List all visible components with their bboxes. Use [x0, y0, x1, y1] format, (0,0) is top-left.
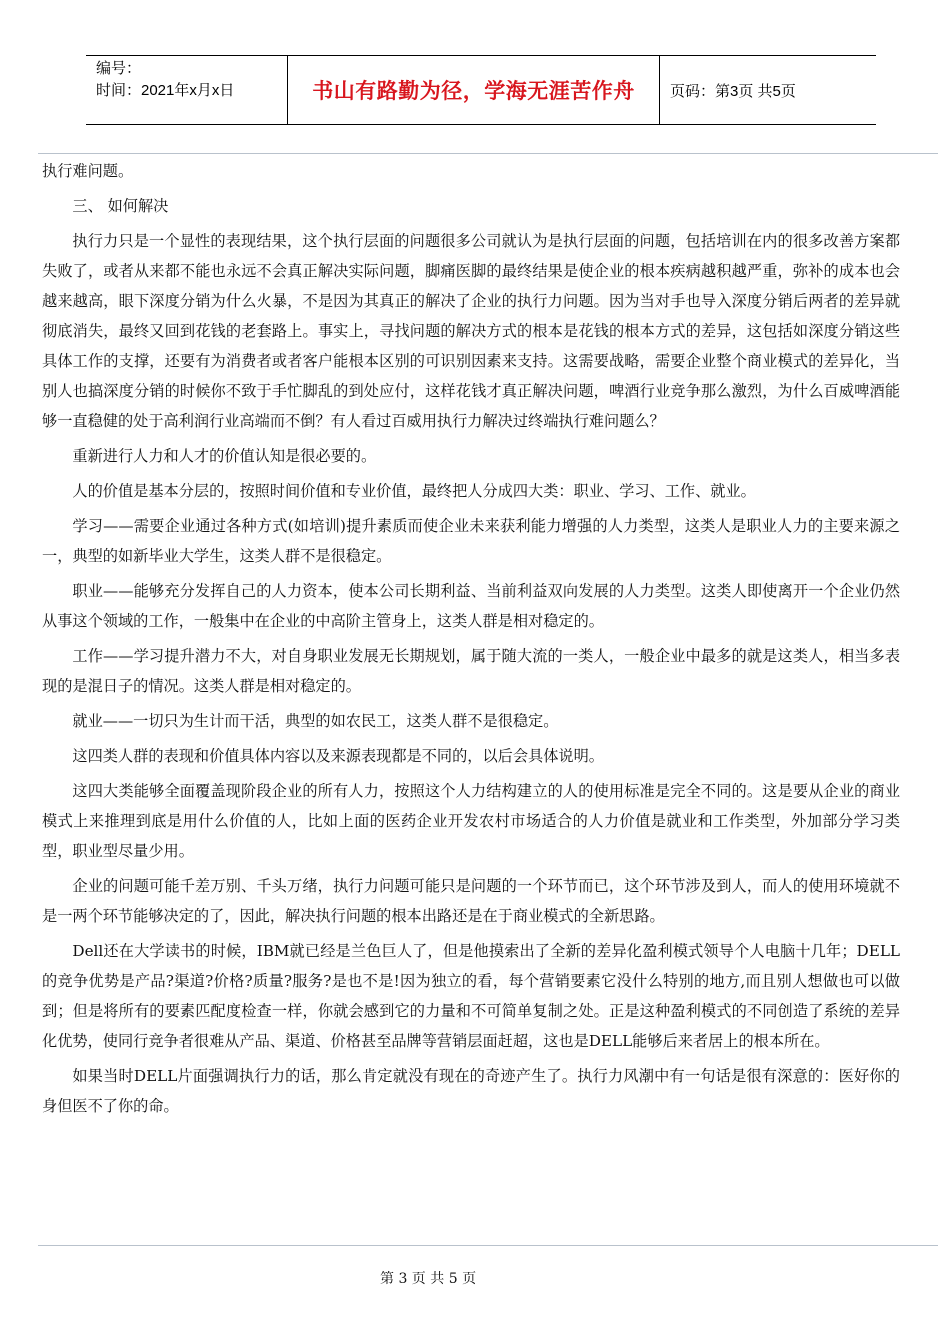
- paragraph: 执行难问题。: [42, 162, 134, 180]
- paragraph: Dell还在大学读书的时候，IBM就已经是兰色巨人了，但是他摸索出了全新的差异化盈利模式领导个人电脑十几年；DELL的竞争优势是产品?渠道?价格?质量?服务?是也不是!因为独立的看，每个营销要素它没什么特别的地方,而且别人想做也可以做到；但是将所有的要素匹配度检查一样，你就会感到它的力量和不可简单复制之处。正是这种盈利模式的不同创造了系统的差异化优势，使同行竞争者很难从产品、渠道、价格甚至品牌等营销层面赶超，这也是DELL能够后来者居上的根本所在。: [42, 942, 900, 1050]
- header-meta-cell: [86, 56, 288, 124]
- motto-cell: [288, 56, 660, 124]
- paragraph: 学习——需要企业通过各种方式(如培训)提升素质而使企业未来获利能力增强的人力类型，这类人是职业人力的主要来源之一，典型的如新毕业大学生，这类人群不是很稳定。: [42, 517, 900, 565]
- header-table: [86, 55, 876, 125]
- document-body: [42, 156, 900, 1126]
- paragraph: 这四类人群的表现和价值具体内容以及来源表现都是不同的，以后会具体说明。: [72, 747, 604, 765]
- motto-text: 书山有路勤为径，学海无涯苦作舟: [312, 79, 635, 103]
- number-label: 编号：: [96, 60, 142, 77]
- paragraph: 就业——一切只为生计而干活，典型的如农民工，这类人群不是很稳定。: [72, 712, 559, 730]
- paragraph: 这四大类能够全面覆盖现阶段企业的所有人力，按照这个人力结构建立的人的使用标准是完全不同的。这是要从企业的商业模式上来推理到底是用什么价值的人，比如上面的医药企业开发农村市场适合的人力价值是就业和工作类型，外加部分学习类型，职业型尽量少用。: [42, 782, 900, 860]
- section-heading: 三、 如何解决: [72, 197, 169, 215]
- paragraph: 工作——学习提升潜力不大，对自身职业发展无长期规划，属于随大流的一类人，一般企业中最多的就是这类人，相当多表现的是混日子的情况。这类人群是相对稳定的。: [42, 647, 900, 695]
- paragraph: 人的价值是基本分层的，按照时间价值和专业价值，最终把人分成四大类：职业、学习、工作、就业。: [72, 482, 756, 500]
- footer-page-number: 第 3 页 共 5 页: [380, 1271, 477, 1287]
- page-info-cell: [660, 56, 876, 124]
- paragraph: 如果当时DELL片面强调执行力的话，那么肯定就没有现在的奇迹产生了。执行力风潮中有一句话是很有深意的：医好你的身但医不了你的命。: [42, 1067, 900, 1115]
- page-info-text: 页码：第3页 共5页: [670, 82, 796, 100]
- time-label: 时间：2021年x月x日: [96, 82, 235, 99]
- paragraph: 重新进行人力和人才的价值认知是很必要的。: [72, 447, 377, 465]
- paragraph: 企业的问题可能千差万别、千头万绪，执行力问题可能只是问题的一个环节而已，这个环节涉及到人，而人的使用环境就不是一两个环节能够决定的了，因此，解决执行问题的根本出路还是在于商业模式的全新思路。: [42, 877, 900, 925]
- paragraph: 职业——能够充分发挥自己的人力资本，使本公司长期利益、当前利益双向发展的人力类型。这类人即使离开一个企业仍然从事这个领域的工作，一般集中在企业的中高阶主管身上，这类人群是相对稳定的。: [42, 582, 900, 630]
- page-footer: [0, 1268, 950, 1288]
- paragraph: 执行力只是一个显性的表现结果，这个执行层面的问题很多公司就认为是执行层面的问题，包括培训在内的很多改善方案都失败了，或者从来都不能也永远不会真正解决实际问题，脚痛医脚的最终结果是使企业的根本疾病越积越严重，弥补的成本也会越来越高，眼下深度分销为什么火暴，不是因为其真正的解决了企业的执行力问题。因为当对手也导入深度分销后两者的差异就彻底消失，最终又回到花钱的老套路上。事实上，寻找问题的解决方式的根本是花钱的根本方式的差异，这包括如深度分销这些具体工作的支撑，还要有为消费者或者客户能根本区别的可识别因素来支持。这需要战略，需要企业整个商业模式的差异化，当别人也搞深度分销的时候你不致于手忙脚乱的到处应付，这样花钱才真正解决问题，啤酒行业竞争那么激烈，为什么百威啤酒能够一直稳健的处于高利润行业高端而不倒？有人看过百威用执行力解决过终端执行难问题么？: [42, 232, 900, 430]
